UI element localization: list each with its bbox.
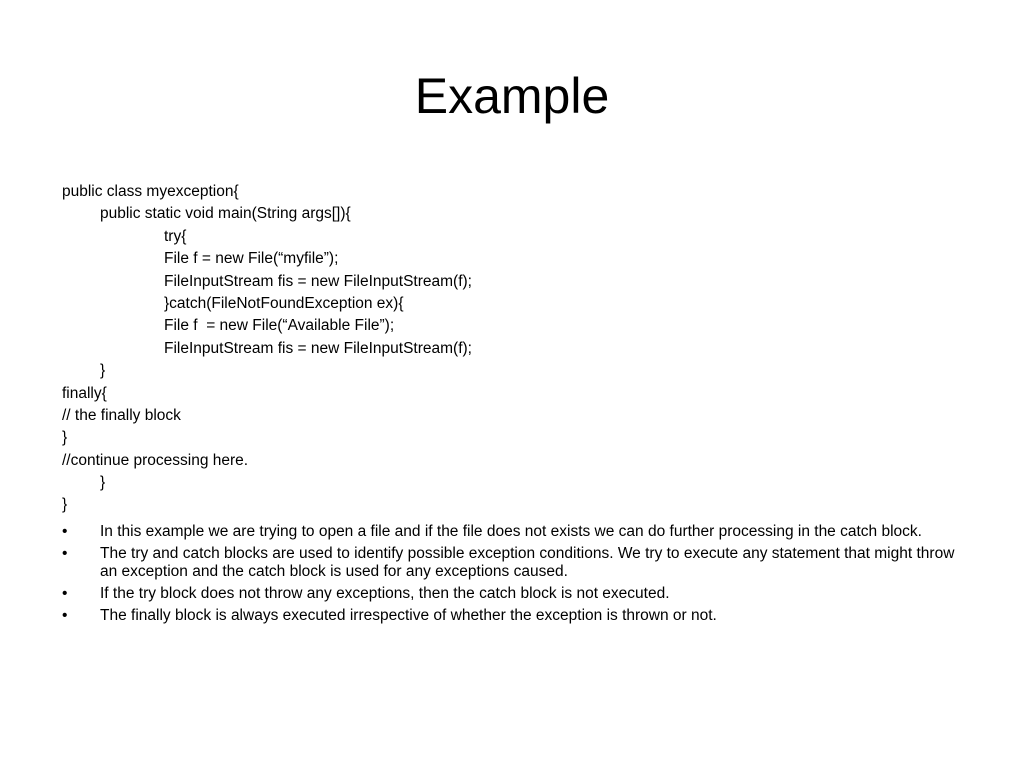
code-line: }catch(FileNotFoundException ex){ [164,294,404,312]
code-line: } [100,362,106,380]
slide-content [62,181,962,625]
code-line: } [100,474,106,492]
code-line: public static void main(String args[]){ [100,205,351,223]
code-line: } [62,429,68,447]
code-line: } [62,496,68,514]
bullet-item [62,523,962,541]
bullet-text: The finally block is always executed irrespective of whether the exception is thrown or not. [100,606,717,624]
code-line: try{ [164,227,187,245]
bullet-mark: • [62,522,68,540]
slide-title: Example [414,68,610,124]
code-line: File f = new File(“myfile”); [164,250,339,268]
bullet-item [62,545,962,581]
code-line: FileInputStream fis = new FileInputStream(f); [164,339,472,357]
bullet-item [62,607,962,625]
code-line: finally{ [62,384,107,402]
bullet-mark: • [62,606,68,624]
bullet-text: In this example we are trying to open a file and if the file does not exists we can do further processing in the catch block. [100,522,922,540]
bullet-list [62,523,962,625]
code-line: FileInputStream fis = new FileInputStream(f); [164,272,472,290]
code-line: File f = new File(“Available File”); [164,317,395,335]
code-block [62,181,962,517]
code-line: // the finally block [62,406,181,424]
bullet-mark: • [62,544,68,562]
code-line: //continue processing here. [62,451,249,469]
bullet-mark: • [62,584,68,602]
bullet-text: If the try block does not throw any exceptions, then the catch block is not executed. [100,584,670,602]
code-line: public class myexception{ [62,183,239,200]
bullet-item [62,585,962,603]
bullet-text: The try and catch blocks are used to identify possible exception conditions. We try to execute any statement that might throw an exception and the catch block is used for any exceptions caused. [100,544,955,580]
